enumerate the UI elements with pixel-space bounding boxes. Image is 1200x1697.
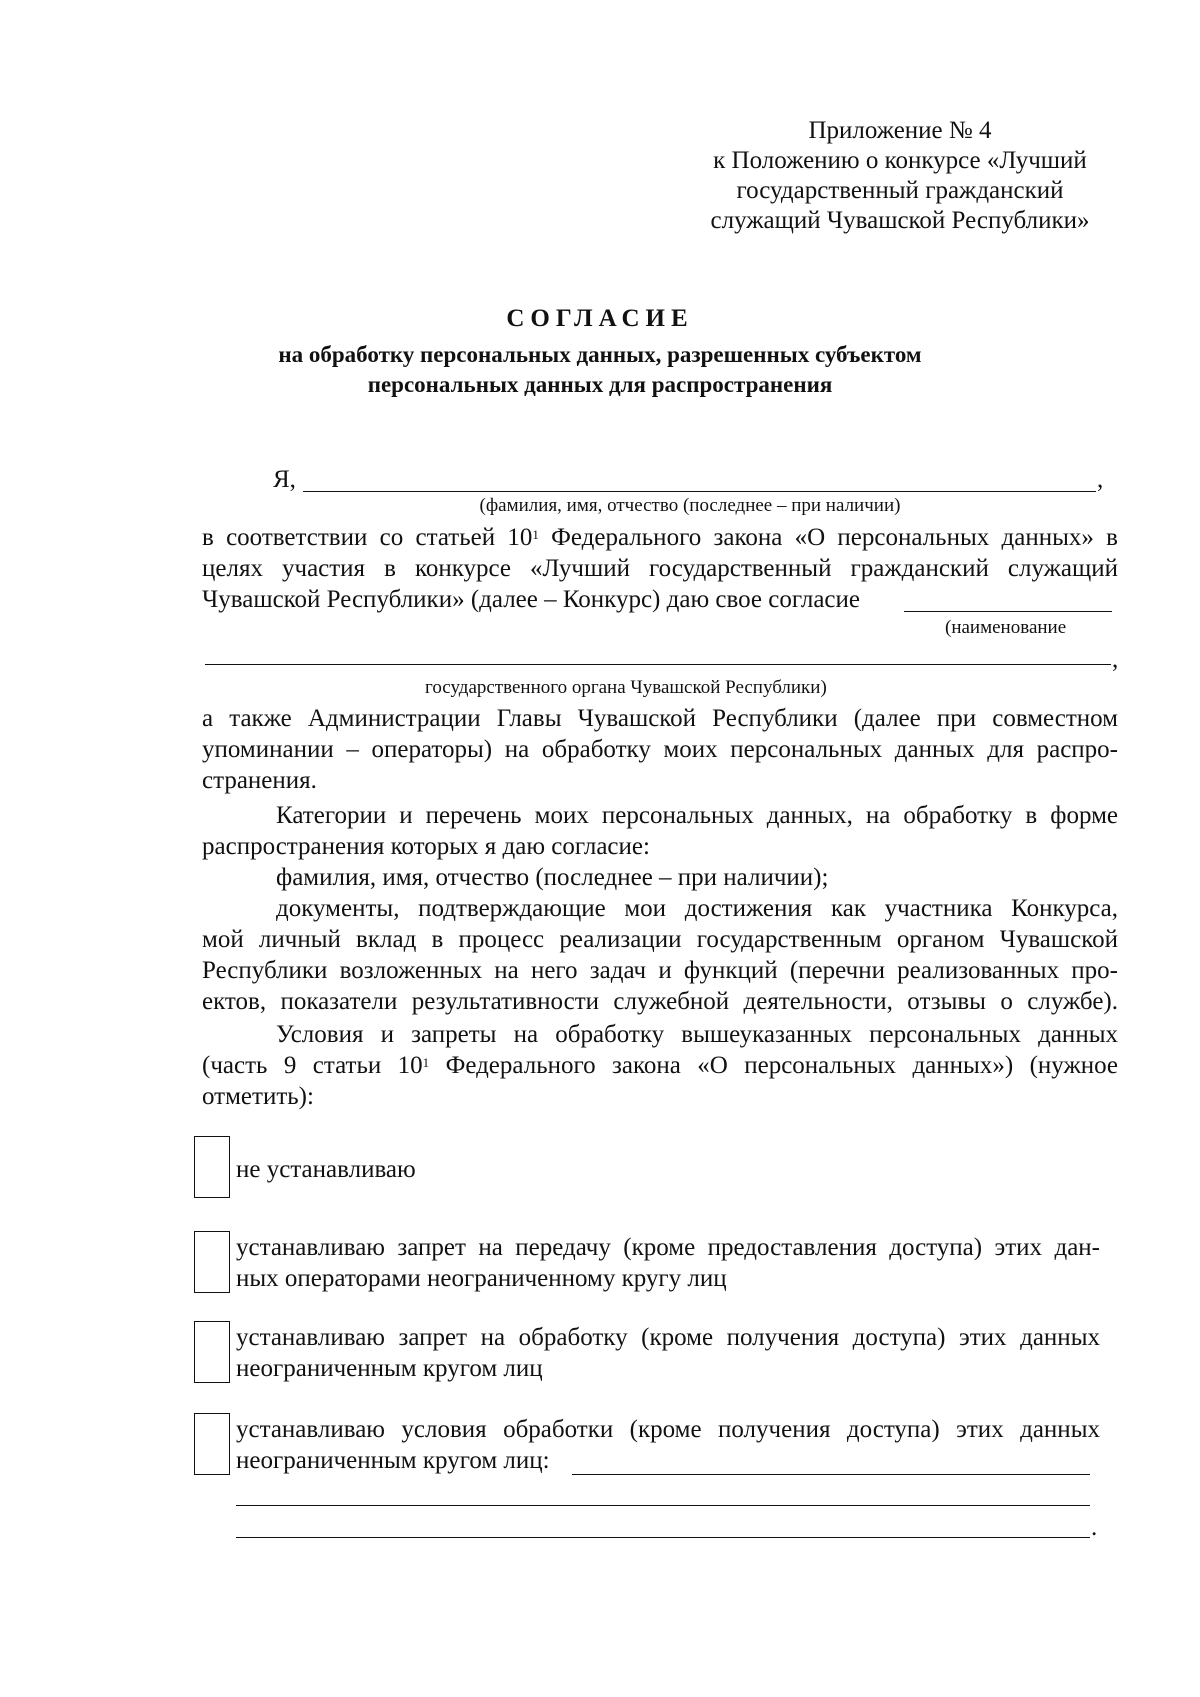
body-line-4: а также Администрации Главы Чувашской Республики (далее при совместном <box>202 705 1118 732</box>
option-4-label-line-1: устанавливаю условия обработки (кроме получения доступа) этих данных <box>236 1416 1100 1443</box>
body-line-9: фамилия, имя, отчество (последнее – при наличии); <box>276 864 829 891</box>
document-subtitle-1: на обработку персональных данных, разрешенных субъектом <box>278 342 922 367</box>
body-line-7: Категории и перечень моих персональных данных, на обработку в форме <box>276 802 1118 829</box>
option-2-label-line-2: ных операторами неограниченному кругу лиц <box>236 1265 727 1292</box>
option-3-label-line-2: неограниченным кругом лиц <box>236 1355 543 1382</box>
body-line-6: странения. <box>202 767 317 794</box>
body-line-5: упоминании – операторы) на обработку моих персональных данных для распро- <box>202 736 1118 763</box>
document-subtitle-2: персональных данных для распространения <box>367 372 833 397</box>
organ-hint-2: государственного органа Чувашской Республики) <box>425 677 827 698</box>
organ-comma: , <box>1112 646 1119 673</box>
option-4-conditions-line-3[interactable] <box>236 1537 1090 1538</box>
attachment-line-1: Приложение № 4 <box>808 117 992 144</box>
body-line-16: отметить): <box>202 1083 314 1110</box>
attachment-block <box>692 116 1108 236</box>
body-line-1-part-b: Федерального закона «О персональных данных» в <box>538 524 1118 551</box>
body-line-13: ектов, показатели результативности служебной деятельности, отзывы о службе). <box>202 988 1118 1015</box>
body-line-11: мой личный вклад в процесс реализации государственным органом Чувашской <box>202 926 1118 953</box>
fio-hint: (фамилия, имя, отчество (последнее – при наличии) <box>479 495 901 516</box>
body-line-1-part-a: в соответствии со статьей 10 <box>202 524 533 551</box>
document-title: СОГЛАСИЕ <box>506 305 694 332</box>
option-4-conditions-line-1[interactable] <box>572 1445 1090 1475</box>
body-line-1 <box>202 523 1118 552</box>
organ-input-line-1[interactable] <box>904 582 1112 612</box>
attachment-line-4: служащий Чувашской Республики» <box>710 207 1090 234</box>
option-3-checkbox[interactable] <box>194 1321 230 1383</box>
body-line-2: целях участия в конкурсе «Лучший государственный гражданский служащий <box>202 555 1118 582</box>
option-2-checkbox[interactable] <box>194 1231 230 1293</box>
body-line-14: Условия и запреты на обработку вышеуказанных персональных данных <box>276 1021 1118 1048</box>
attachment-line-2: к Положению о конкурсе «Лучший <box>713 147 1087 174</box>
body-line-15-superscript: 1 <box>422 1055 430 1070</box>
body-line-15 <box>202 1051 1118 1080</box>
fio-prefix: Я, <box>273 466 296 493</box>
body-line-15-part-b: Федерального закона «О персональных данных») (нужное <box>429 1052 1119 1079</box>
option-3-label-line-1: устанавливаю запрет на обработку (кроме получения доступа) этих данных <box>236 1324 1100 1351</box>
end-period: . <box>1091 1514 1098 1541</box>
body-line-12: Республики возложенных на него задач и функций (перечни реализованных про- <box>202 957 1118 984</box>
body-line-3: Чувашской Республики» (далее – Конкурс) даю свое согласие <box>202 586 860 613</box>
organ-input-line-2[interactable] <box>205 639 1111 665</box>
body-line-1-superscript: 1 <box>532 527 539 542</box>
option-4-checkbox[interactable] <box>194 1413 230 1475</box>
option-4-conditions-line-2[interactable] <box>236 1505 1090 1506</box>
attachment-line-3: государственный гражданский <box>736 177 1064 204</box>
fio-suffix-comma: , <box>1097 466 1104 493</box>
option-4-label-line-2: неограниченным кругом лиц: <box>236 1447 550 1474</box>
option-1-label: не устанавливаю <box>236 1156 416 1183</box>
option-1-checkbox[interactable] <box>194 1136 230 1198</box>
organ-hint-1: (наименование <box>945 617 1067 638</box>
body-line-15-part-a: (часть 9 статьи 10 <box>202 1052 423 1079</box>
fio-input-line[interactable] <box>303 462 1096 492</box>
option-2-label-line-1: устанавливаю запрет на передачу (кроме предоставления доступа) этих дан- <box>236 1234 1100 1261</box>
body-line-8: распространения которых я даю согласие: <box>202 833 650 860</box>
body-line-10: документы, подтверждающие мои достижения как участника Конкурса, <box>276 895 1118 922</box>
